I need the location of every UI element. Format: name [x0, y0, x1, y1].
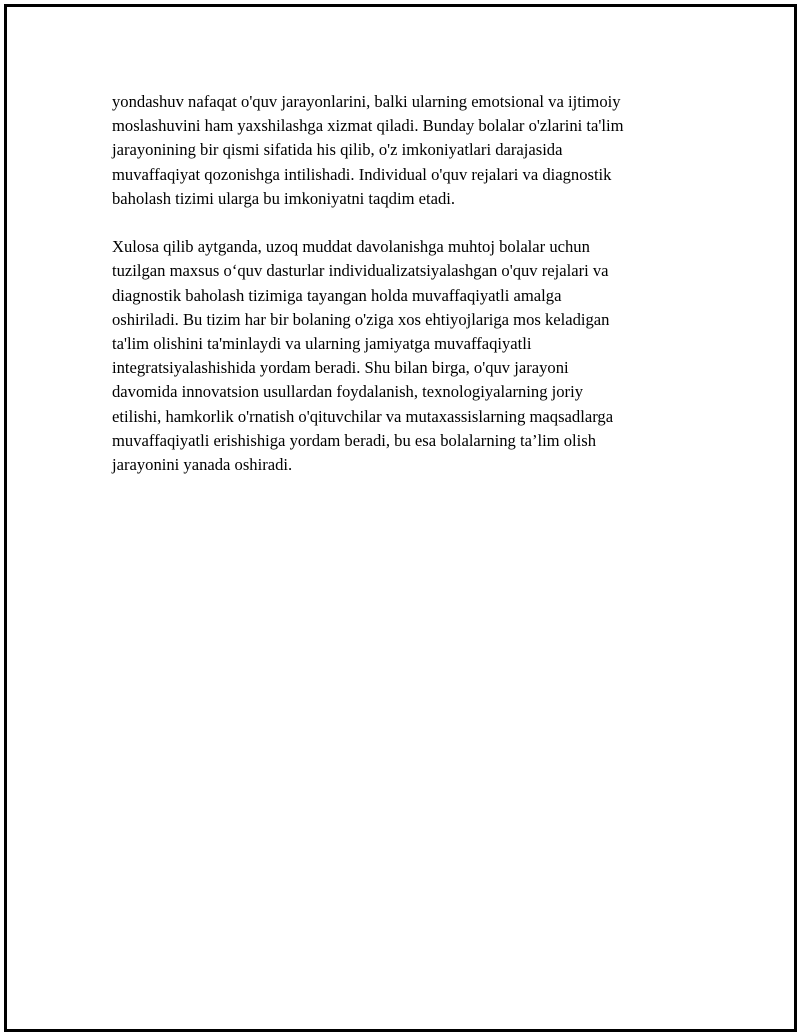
- text-line: integratsiyalashishida yordam beradi. Shu bilan birga, o'quv jarayoni: [112, 358, 569, 378]
- text-line: davomida innovatsion usullardan foydalanish, texnologiyalarning joriy: [112, 382, 583, 402]
- text-line: jarayonining bir qismi sifatida his qilib, o'z imkoniyatlari darajasida: [112, 140, 563, 160]
- text-line: jarayonini yanada oshiradi.: [112, 455, 293, 475]
- text-line: etilishi, hamkorlik o'rnatish o'qituvchilar va mutaxassislarning maqsadlarga: [112, 406, 614, 426]
- text-line: ta'lim olishini ta'minlaydi va ularning jamiyatga muvaffaqiyatli: [112, 334, 532, 354]
- document-body: [112, 90, 702, 501]
- text-line: moslashuvini ham yaxshilashga xizmat qiladi. Bunday bolalar o'zlarini ta'lim: [112, 116, 624, 136]
- text-line: oshiriladi. Bu tizim har bir bolaning o'ziga xos ehtiyojlariga mos keladigan: [112, 309, 610, 329]
- text-line: muvaffaqiyat qozonishga intilishadi. Individual o'quv rejalari va diagnostik: [112, 164, 612, 184]
- text-line: tuzilgan maxsus o‘quv dasturlar individualizatsiyalashgan o'quv rejalari va: [112, 261, 609, 281]
- text-line: muvaffaqiyatli erishishiga yordam beradi, bu esa bolalarning ta’lim olish: [112, 430, 597, 450]
- paragraph-2: [112, 235, 702, 477]
- text-line: baholash tizimi ularga bu imkoniyatni taqdim etadi.: [112, 188, 456, 208]
- text-line: Xulosa qilib aytganda, uzoq muddat davolanishga muhtoj bolalar uchun: [112, 237, 590, 257]
- text-line: diagnostik baholash tizimiga tayangan holda muvaffaqiyatli amalga: [112, 285, 562, 305]
- paragraph-1: [112, 90, 702, 211]
- text-line: yondashuv nafaqat o'quv jarayonlarini, balki ularning emotsional va ijtimoiy: [112, 92, 621, 111]
